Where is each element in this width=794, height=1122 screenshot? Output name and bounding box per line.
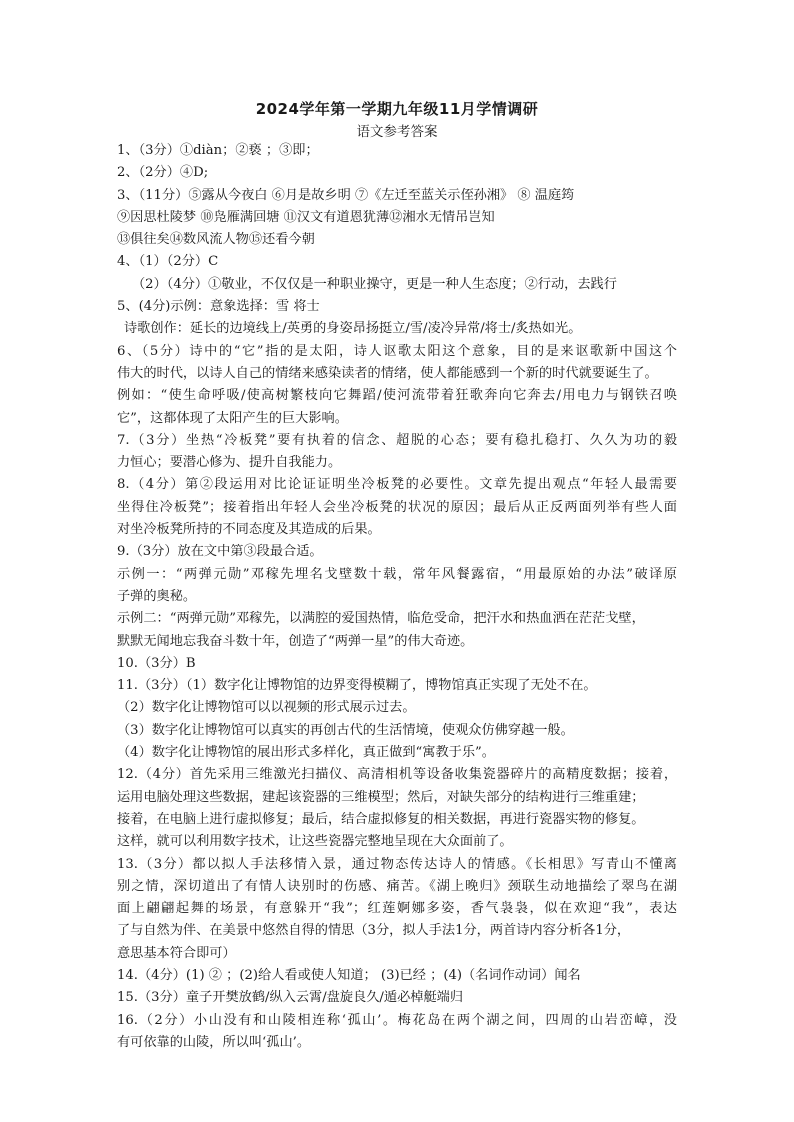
answer-line: 运用电脑处理这些数据，建起该瓷器的三维模型；然后，对缺失部分的结构进行三维重建；: [117, 789, 645, 805]
answer-line: 3、（11分）⑤露从今夜白 ⑥月是故乡明 ⑦《左迁至蓝关示侄孙湘》 ⑧ 温庭筠: [117, 187, 575, 203]
answer-line: 意思基本符合即可）: [117, 945, 236, 961]
answer-line: 15.（3分）童子开樊放鹤/纵入云霄/盘旋良久/遁必棹艇端归: [117, 990, 464, 1006]
answer-line: 4、（1）（2分）C: [117, 254, 219, 270]
answer-line: 1、（3分）①diàn；②亵 ；③即；: [117, 143, 319, 158]
answer-line: 6、（5分）诗中的“它”指的是太阳，诗人讴歌太阳这个意象，目的是来讴歌新中国这个: [117, 343, 677, 359]
answer-line: （3）数字化让博物馆可以真实的再创古代的生活情境，使观众仿佛穿越一般。: [117, 722, 574, 738]
answer-line: 坐得住冷板凳”；接着指出年轻人会坐冷板凳的状况的原因；最后从正反两面列举有些人面: [117, 499, 677, 515]
answer-line: ⑬俱往矣⑭数风流人物⑮还看今朝: [117, 232, 315, 248]
answer-line: 面上翩翩起舞的场景，有意躲开“我”；红莲婀娜多姿，香气袅袅，似在欢迎“我”，表达: [117, 901, 677, 917]
answer-line: 接着，在电脑上进行虚拟修复；最后，结合虚拟修复的相关数据，再进行瓷器实物的修复。: [117, 811, 645, 827]
answer-line: 示例一：“两弹元勋”邓稼先埋名戈壁数十载，常年风餐露宿，“用最原始的办法”破译原: [117, 566, 677, 582]
answer-line: 示例二：“两弹元勋”邓稼先，以满腔的爱国热情，临危受命，把汗水和热血洒在茫茫戈壁，: [117, 611, 645, 627]
answer-line: （4）数字化让博物馆的展出形式多样化，真正做到“寓教于乐”。: [117, 745, 495, 761]
answer-line: 这样，就可以利用数字技术，让这些瓷器完整地呈现在大众面前了。: [117, 834, 513, 850]
page-subtitle: 语文参考答案: [356, 124, 438, 140]
answer-line: 7.（3分）坐热“冷板凳”要有执着的信念、超脱的心态；要有稳扎稳打、久久为功的毅: [117, 432, 677, 448]
answer-line: 例如：“使生命呼吸/使高树繁枝向它舞蹈/使河流带着狂歌奔向它奔去/用电力与钢铁召唤: [117, 388, 677, 404]
answer-line: 它”，这都体现了太阳产生的巨大影响。: [117, 410, 348, 426]
answer-line: （2）数字化让博物馆可以以视频的形式展示过去。: [117, 700, 416, 716]
answer-line: 11.（3分）（1）数字化让博物馆的边界变得模糊了，博物馆真正实现了无处不在。: [117, 678, 597, 694]
answer-line: 别之情，深切道出了有情人诀别时的伤感、痛苦。《湖上晚归》颈联生动地描绘了翠鸟在湖: [117, 878, 677, 894]
answer-line: 默默无闻地忘我奋斗数十年，创造了“两弹一星”的伟大奇迹。: [117, 633, 474, 649]
answer-line: 诗歌创作：延长的边境线上/英勇的身姿昂扬挺立/雪/凌冷异常/将士/炙热如光。: [124, 321, 582, 337]
answer-line: 10.（3分）B: [117, 655, 196, 671]
answer-line: 2、（2分）④D;: [117, 165, 209, 181]
answer-line: （2）（4分）①敬业，不仅仅是一种职业操守，更是一种人生态度；②行动，去践行: [132, 276, 617, 292]
answer-list: [117, 140, 677, 1054]
answer-line: 9.（3分）放在文中第③段最合适。: [117, 544, 323, 560]
answer-line: 对坐冷板凳所持的不同态度及其造成的后果。: [117, 522, 381, 538]
answer-line: 12.（4分）首先采用三维激光扫描仪、高清相机等设备收集瓷器碎片的高精度数据；接着，: [117, 767, 677, 783]
answer-line: 16.（2分）小山没有和山陵相连称‘孤山’。梅花岛在两个湖之间，四周的山岩峦嶂，没: [117, 1012, 677, 1028]
answer-line: 5、(4分)示例：意象选择：雪 将士: [117, 299, 320, 315]
answer-line: 伟大的时代，以诗人自己的情绪来感染读者的情绪，使人都能感到一个新的时代就要诞生了。: [117, 365, 658, 381]
answer-line: ⑨因思杜陵梦 ⑩凫雁满回塘 ⑪汉文有道恩犹薄⑫湘水无情吊岂知: [117, 209, 495, 225]
answer-line: 13.（3分）都以拟人手法移情入景，通过物态传达诗人的情感。《长相思》写青山不懂离: [117, 856, 677, 872]
answer-line: 8.（4分）第②段运用对比论证证明坐冷板凳的必要性。文章先提出观点“年轻人最需要: [117, 477, 677, 493]
answer-line: 子弹的奥秘。: [117, 588, 197, 604]
page-title: 2024学年第一学期九年级11月学情调研: [255, 100, 539, 118]
answer-line: 有可依靠的山陵，所以叫‘孤山’。: [117, 1034, 311, 1050]
answer-line: 力恒心；要潜心修为、提升自我能力。: [117, 455, 342, 471]
answer-line: 了与自然为伴、在美景中悠然自得的情思（3分，拟人手法1分，两首诗内容分析各1分，: [117, 923, 631, 939]
answer-line: 14.（4分）(1) ② ；(2)给人看或使人知道； (3)已经 ；(4)（名词作动词）闻名: [117, 967, 581, 983]
